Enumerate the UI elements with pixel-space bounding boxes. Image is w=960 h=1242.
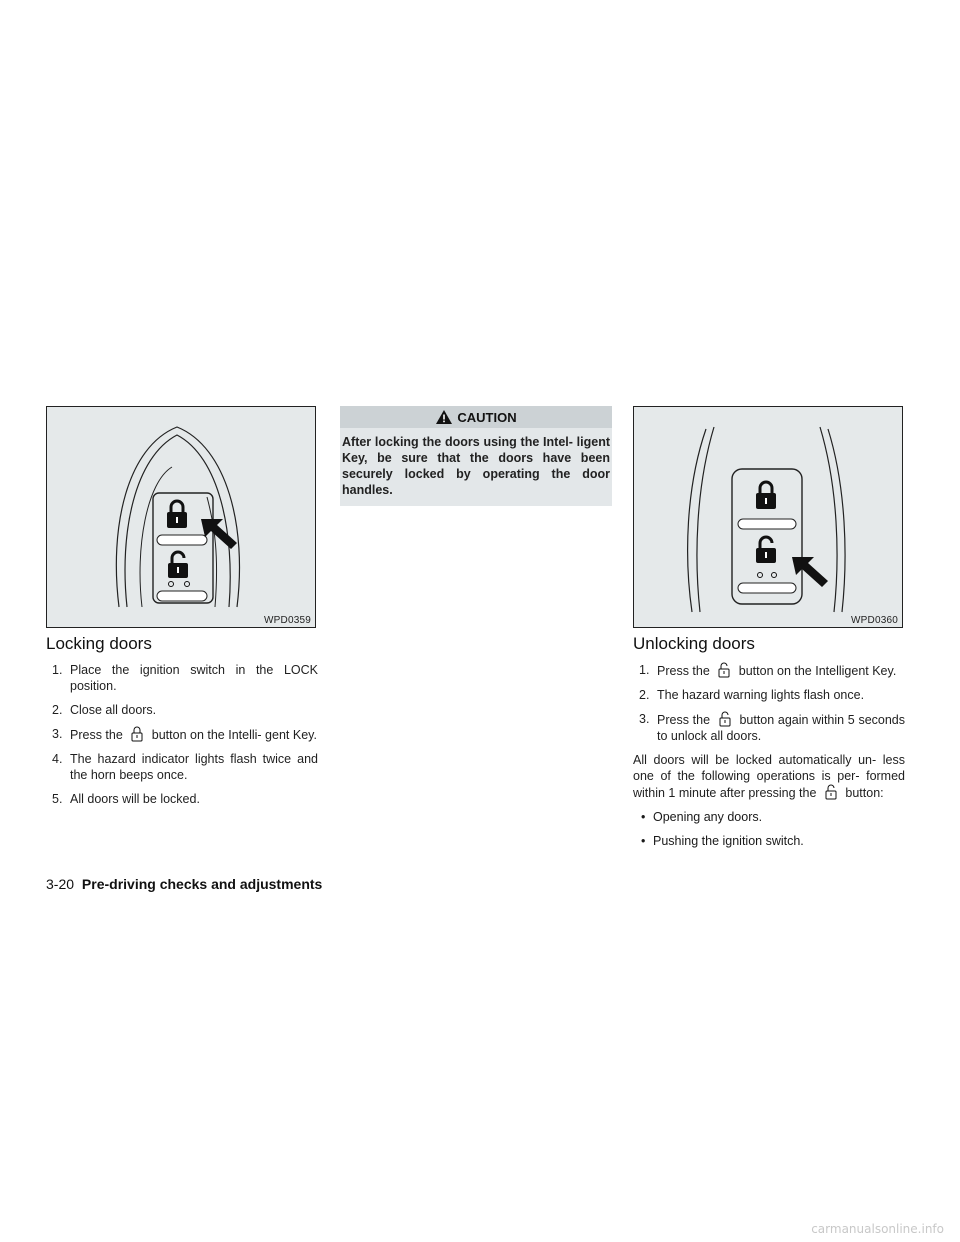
unlock-icon bbox=[718, 711, 732, 727]
chapter-title: Pre-driving checks and adjustments bbox=[81, 876, 323, 892]
steps-list bbox=[633, 662, 905, 744]
unlocking-section bbox=[633, 406, 905, 857]
unlock-icon bbox=[756, 537, 777, 578]
list-item: 4. The hazard indicator lights flash twice and the horn beeps once. bbox=[52, 752, 318, 782]
warning-triangle-icon bbox=[435, 409, 453, 425]
unlock-icon bbox=[824, 784, 838, 800]
bullet-list bbox=[633, 809, 905, 849]
locking-section bbox=[46, 406, 318, 815]
lock-icon bbox=[167, 501, 187, 528]
page-number: 3-20 bbox=[46, 876, 75, 892]
steps-list bbox=[46, 662, 318, 807]
list-item: 1. Press the button on the Intelligent Key. bbox=[639, 663, 897, 678]
section-title: Locking doors bbox=[46, 634, 152, 653]
page-footer bbox=[46, 876, 322, 892]
figure-code: WPD0359 bbox=[264, 615, 311, 626]
list-item: 2. The hazard warning lights flash once. bbox=[639, 688, 865, 702]
caution-section bbox=[340, 406, 612, 506]
watermark: carmanualsonline.info bbox=[811, 1222, 944, 1236]
list-item: 3. Press the button on the Intelli- gent Key. bbox=[52, 727, 317, 742]
figure-code: WPD0360 bbox=[851, 615, 898, 626]
caution-box bbox=[340, 406, 612, 506]
list-item: • Opening any doors. bbox=[633, 809, 905, 825]
figure-locking bbox=[46, 406, 316, 628]
list-item: 5. All doors will be locked. bbox=[52, 792, 200, 806]
lock-icon bbox=[130, 726, 144, 742]
caution-heading: CAUTION bbox=[340, 406, 612, 428]
list-item: 2. Close all doors. bbox=[52, 703, 157, 717]
section-title: Unlocking doors bbox=[633, 634, 755, 653]
auto-lock-paragraph: All doors will be locked automatically un- less one of the following operations is per- formed within 1 minute after pressing the button: bbox=[633, 753, 905, 800]
unlock-icon bbox=[168, 552, 190, 587]
key-fob-lock-illustration bbox=[47, 407, 317, 629]
list-item: • Pushing the ignition switch. bbox=[633, 833, 905, 849]
figure-unlocking bbox=[633, 406, 903, 628]
arrow-icon bbox=[792, 557, 828, 587]
unlock-icon bbox=[717, 662, 731, 678]
caution-text: After locking the doors using the Intel- ligent Key, be sure that the doors have been securely locked by operating the door handles. bbox=[342, 435, 610, 497]
list-item: 1. Place the ignition switch in the LOCK position. bbox=[52, 663, 318, 693]
arrow-icon bbox=[201, 519, 237, 549]
list-item: 3. Press the button again within 5 seconds to unlock all doors. bbox=[639, 712, 906, 743]
key-fob-unlock-illustration bbox=[634, 407, 904, 629]
lock-icon bbox=[756, 482, 776, 509]
